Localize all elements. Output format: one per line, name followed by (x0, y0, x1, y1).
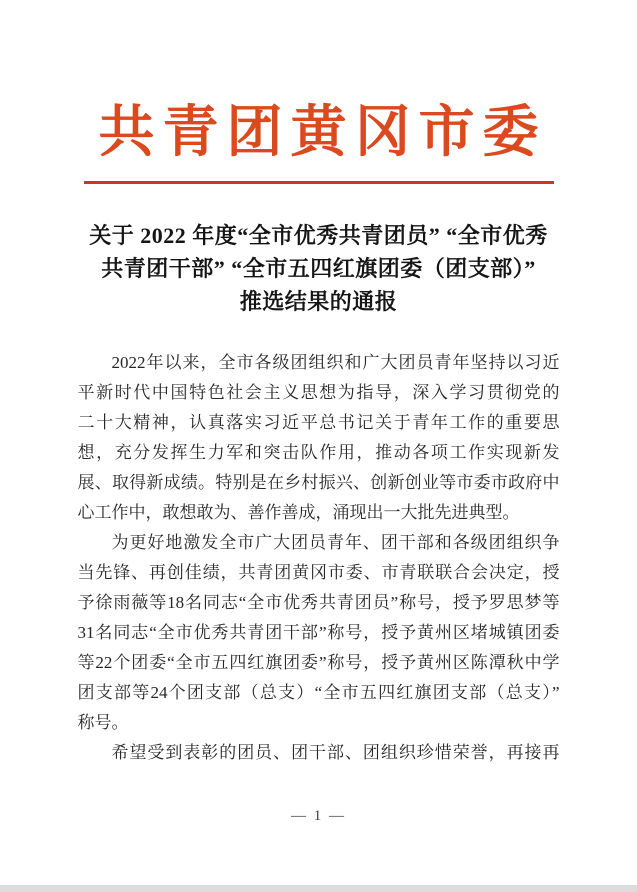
body-text-line: 二十大精神，认真落实习近平总书记关于青年工作的重要思 (77, 413, 560, 432)
body-text-line: 希望受到表彰的团员、团干部、团组织珍惜荣誉，再接再 (111, 743, 560, 762)
document-title-line: 推选结果的通报 (239, 289, 398, 314)
document-title-line: 关于 2022 年度“全市优秀共青团员” “全市优秀 (89, 223, 548, 248)
body-text-line: 2022年以来，全市各级团组织和广大团员青年坚持以习近 (111, 353, 560, 372)
body-text-line: 予徐雨薇等18名同志“全市优秀共青团员”称号，授予罗思梦等 (77, 593, 560, 612)
letterhead-rule (84, 181, 554, 184)
body-text-line: 心工作中，敢想敢为、善作善成，涌现出一大批先进典型。 (77, 503, 520, 522)
scan-edge-shadow (0, 885, 637, 892)
body-text-line: 等22个团委“全市五四红旗团委”称号，授予黄州区陈潭秋中学 (77, 653, 560, 672)
body-text-line: 当先锋、再创佳绩，共青团黄冈市委、市青联联合会决定，授 (77, 563, 560, 582)
letterhead-org-name: 共青团黄冈市委 (98, 102, 547, 164)
body-text-line: 为更好地激发全市广大团员青年、团干部和各级团组织争 (111, 533, 560, 552)
body-text-line: 平新时代中国特色社会主义思想为指导，深入学习贯彻党的 (77, 383, 560, 402)
body-text-line: 团支部等24个团支部（总支）“全市五四红旗团支部（总支）” (77, 683, 560, 702)
letterhead (0, 98, 637, 184)
page-number: — 1 — (291, 808, 346, 824)
body-text-line: 31名同志“全市优秀共青团干部”称号，授予黄州区堵城镇团委 (77, 623, 560, 642)
document-body (78, 348, 560, 768)
body-text-line: 想，充分发挥生力军和突击队作用，推动各项工作实现新发 (77, 443, 560, 462)
document-title-line: 共青团干部” “全市五四红旗团委（团支部）” (101, 256, 536, 281)
body-text-line: 展、取得新成绩。特别是在乡村振兴、创新创业等市委市政府中 (77, 473, 560, 492)
document-title (0, 219, 637, 318)
body-text-line: 称号。 (77, 713, 129, 732)
